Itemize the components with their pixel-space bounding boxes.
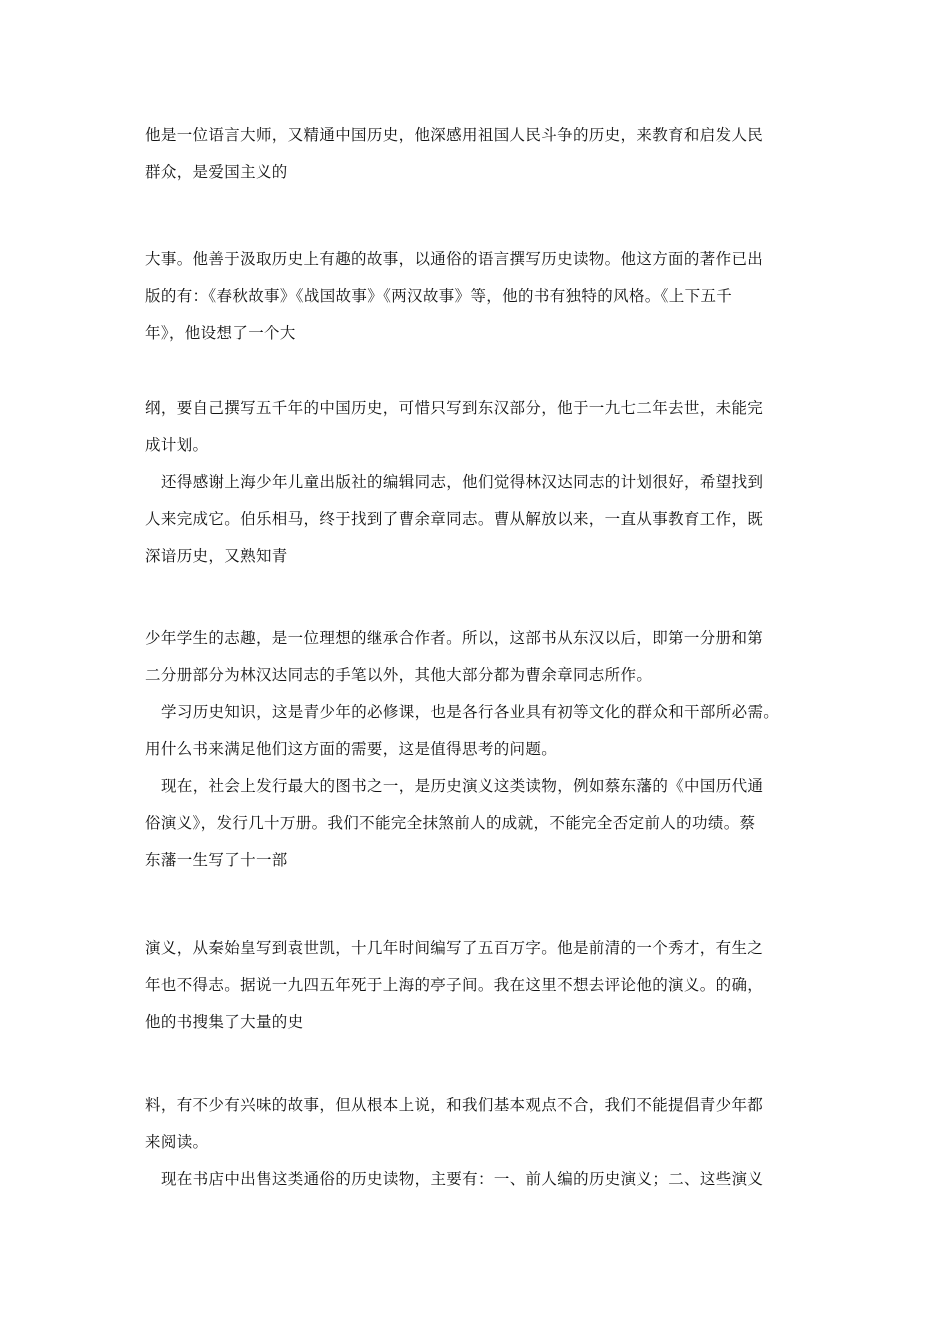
text-line: 东藩一生写了十一部 [145,851,288,869]
text-line: 年》，他设想了一个大 [145,324,296,342]
text-block-6 [145,1087,820,1198]
text-line: 群众，是爱国主义的 [145,163,288,181]
text-block-5 [145,930,820,1041]
text-block-1 [145,117,820,191]
text-line: 料，有不少有兴味的故事，但从根本上说，和我们基本观点不合，我们不能提倡青少年都 [145,1096,764,1114]
text-line: 用什么书来满足他们这方面的需要，这是值得思考的问题。 [145,740,558,758]
text-line: 他的书搜集了大量的史 [145,1013,304,1031]
paragraph-first-line: 学习历史知识，这是青少年的必修课，也是各行各业具有初等文化的群众和干部所必需。 [161,703,780,721]
text-line: 俗演义》，发行几十万册。我们不能完全抹煞前人的成就，不能完全否定前人的功绩。蔡 [145,814,756,832]
text-line: 大事。他善于汲取历史上有趣的故事，以通俗的语言撰写历史读物。他这方面的著作已出 [145,250,764,268]
paragraph-first-line: 现在书店中出售这类通俗的历史读物，主要有：一、前人编的历史演义；二、这些演义 [161,1170,764,1188]
text-block-2 [145,241,820,352]
text-line: 深谙历史，又熟知青 [145,547,288,565]
text-line: 演义，从秦始皇写到袁世凯，十几年时间编写了五百万字。他是前清的一个秀才，有生之 [145,939,764,957]
text-block-4 [145,620,820,879]
text-line: 他是一位语言大师，又精通中国历史，他深感用祖国人民斗争的历史，来教育和启发人民 [145,126,764,144]
text-line: 成计划。 [145,436,209,454]
text-line: 人来完成它。伯乐相马，终于找到了曹余章同志。曹从解放以来，一直从事教育工作，既 [145,510,764,528]
text-line: 版的有：《春秋故事》《战国故事》《两汉故事》等，他的书有独特的风格。《上下五千 [145,287,733,305]
paragraph-first-line: 还得感谢上海少年儿童出版社的编辑同志，他们觉得林汉达同志的计划很好，希望找到 [161,473,764,491]
text-line: 少年学生的志趣，是一位理想的继承合作者。所以，这部书从东汉以后，即第一分册和第 [145,629,764,647]
paragraph-first-line: 现在，社会上发行最大的图书之一，是历史演义这类读物，例如蔡东藩的《中国历代通 [161,777,764,795]
text-line: 来阅读。 [145,1133,209,1151]
text-line: 纲，要自己撰写五千年的中国历史，可惜只写到东汉部分，他于一九七二年去世，未能完 [145,399,764,417]
text-line: 年也不得志。据说一九四五年死于上海的亭子间。我在这里不想去评论他的演义。的确， [145,976,764,994]
text-line: 二分册部分为林汉达同志的手笔以外，其他大部分都为曹余章同志所作。 [145,666,653,684]
text-block-3 [145,390,820,575]
